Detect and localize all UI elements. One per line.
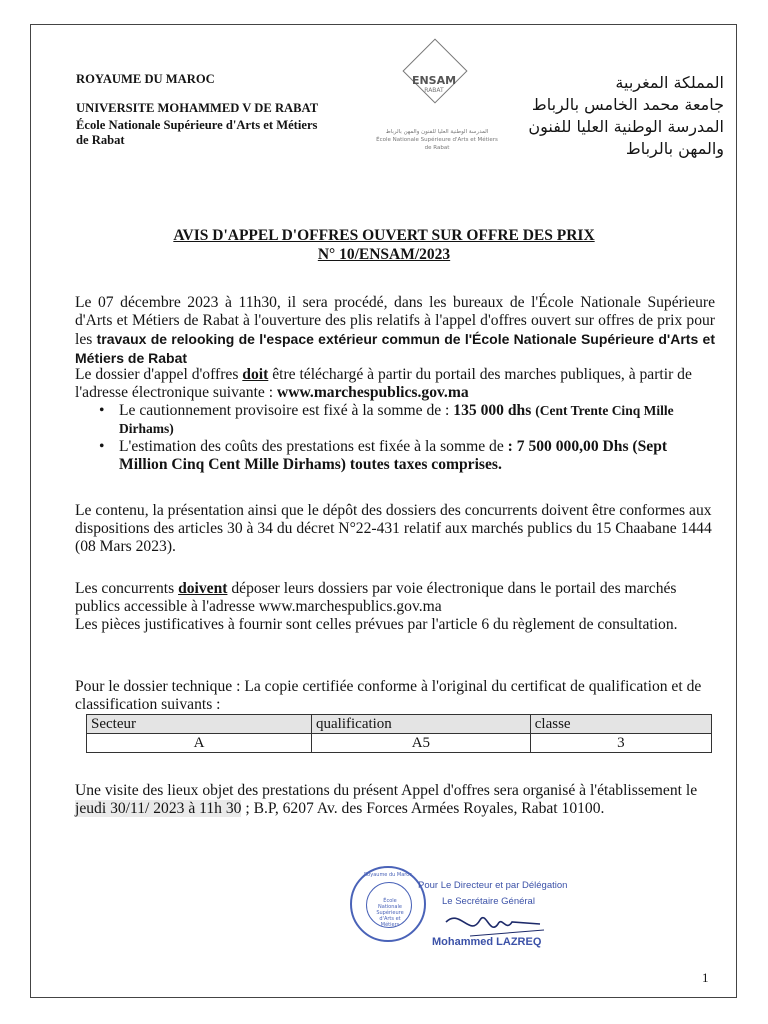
header-right bbox=[484, 72, 724, 160]
p1-text: Le 07 décembre 2023 à 11h30, il sera procédé, dans les bureaux de l'École Nationale Supérieure d'Arts et Métiers de Rabat à l'ouverture des plis relatifs à l'appel d'offres ouvert sur offres de prix pour les bbox=[75, 294, 715, 348]
stamp-ring-text: Royaume du Maroc bbox=[363, 872, 413, 878]
cell-qualification: A5 bbox=[312, 734, 531, 753]
logo-caption bbox=[372, 128, 502, 156]
logo-caption-fr: École Nationale Supérieure d'Arts et Métiers de Rabat bbox=[376, 137, 498, 151]
header-secteur: Secteur bbox=[87, 715, 312, 734]
signatory-name: Mohammed LAZREQ bbox=[432, 936, 542, 948]
paragraph-content: Le contenu, la présentation ainsi que le dépôt des dossiers des concurrents doivent être conformes aux dispositions des articles 30 à 34 du décret N°22-431 relatif aux marchés publics du 15 Chaabane 1444 (08 Mars 2023). bbox=[75, 502, 712, 555]
bullet-list bbox=[75, 402, 715, 474]
logo-caption-ar: المدرسة الوطنية العليا للفنون والمهن بالرباط bbox=[385, 129, 489, 135]
p2-doit: doit bbox=[242, 366, 269, 383]
classification-table bbox=[86, 714, 712, 753]
header-left bbox=[76, 72, 326, 148]
title-line-1: AVIS D'APPEL D'OFFRES OUVERT SUR OFFRE DES PRIX bbox=[173, 227, 595, 244]
logo-subtext: RABAT bbox=[424, 87, 444, 94]
bullet-estimation: • L'estimation des coûts des prestations est fixée à la somme de : 7 500 000,00 Dhs (Sept Million Cinq Cent Mille Dirhams) toutes taxes comprises. bbox=[119, 438, 715, 474]
p1-bold: travaux de relooking de l'espace extérieur commun de l'École Nationale Supérieure d'Arts et Métiers de Rabat bbox=[75, 331, 715, 366]
visit-date: jeudi 30/11/ 2023 à 11h 30 bbox=[75, 800, 242, 817]
paragraph-download bbox=[75, 366, 715, 474]
paragraph-visit: Une visite des lieux objet des prestations du présent Appel d'offres sera organisé à l'établissement le jeudi 30/11/ 2023 à 11h 30 ; B.P, 6207 Av. des Forces Armées Royales, Rabat 10100. bbox=[75, 782, 698, 817]
school-name-ar-2: والمهن بالرباط bbox=[625, 139, 724, 158]
kingdom-name: ROYAUME DU MAROC bbox=[76, 72, 215, 86]
table-row bbox=[87, 734, 712, 753]
cell-secteur: A bbox=[87, 734, 312, 753]
header-qualification: qualification bbox=[312, 715, 531, 734]
bullet-caution: • Le cautionnement provisoire est fixé à la somme de : 135 000 dhs (Cent Trente Cinq Mille Dirhams) bbox=[119, 402, 715, 438]
paragraph-opening bbox=[75, 294, 715, 368]
notice-title bbox=[60, 226, 708, 264]
ensam-logo bbox=[372, 46, 502, 161]
paragraph-documents: Les pièces justificatives à fournir sont celles prévues par l'article 6 du règlement de consultation. bbox=[75, 616, 678, 633]
signature-role: Le Secrétaire Général bbox=[442, 896, 535, 907]
p4-doivent: doivent bbox=[178, 580, 228, 597]
portal-url: www.marchespublics.gov.ma bbox=[277, 384, 469, 401]
university-name-ar: جامعة محمد الخامس بالرباط bbox=[531, 95, 724, 114]
header-classe: classe bbox=[530, 715, 711, 734]
title-line-2: N° 10/ENSAM/2023 bbox=[317, 246, 451, 263]
cell-classe: 3 bbox=[530, 734, 711, 753]
university-name: UNIVERSITE MOHAMMED V DE RABAT bbox=[76, 101, 319, 115]
stamp-inner-text: École Nationale Supérieure d'Arts et Métiers bbox=[376, 898, 404, 928]
p2-text-a: Le dossier d'appel d'offres bbox=[75, 366, 243, 383]
school-name-ar-1: المدرسة الوطنية العليا للفنون bbox=[528, 117, 724, 136]
school-name: École Nationale Supérieure d'Arts et Métiers de Rabat bbox=[76, 118, 318, 147]
logo-text: ENSAM bbox=[411, 74, 457, 87]
paragraph-submission: Les concurrents doivent déposer leurs dossiers par voie électronique dans le portail des marchés publics accessible à l'adresse www.marchespublics.gov.ma Les pièces justificatives à fournir sont celles prévues par l'article 6 du règlement de consultation. bbox=[75, 580, 715, 634]
p2-text-c: être téléchargé à partir du portail des marches publiques, à partir de l'adresse électronique suivante : bbox=[75, 366, 692, 401]
signature-delegation: Pour Le Directeur et par Délégation bbox=[418, 880, 568, 891]
table-header-row bbox=[87, 715, 712, 734]
paragraph-technical: Pour le dossier technique : La copie certifiée conforme à l'original du certificat de qualification et de classification suivants : bbox=[75, 678, 702, 713]
page-number: 1 bbox=[702, 970, 709, 985]
official-stamp bbox=[350, 866, 426, 942]
kingdom-name-ar: المملكة المغربية bbox=[615, 73, 724, 92]
